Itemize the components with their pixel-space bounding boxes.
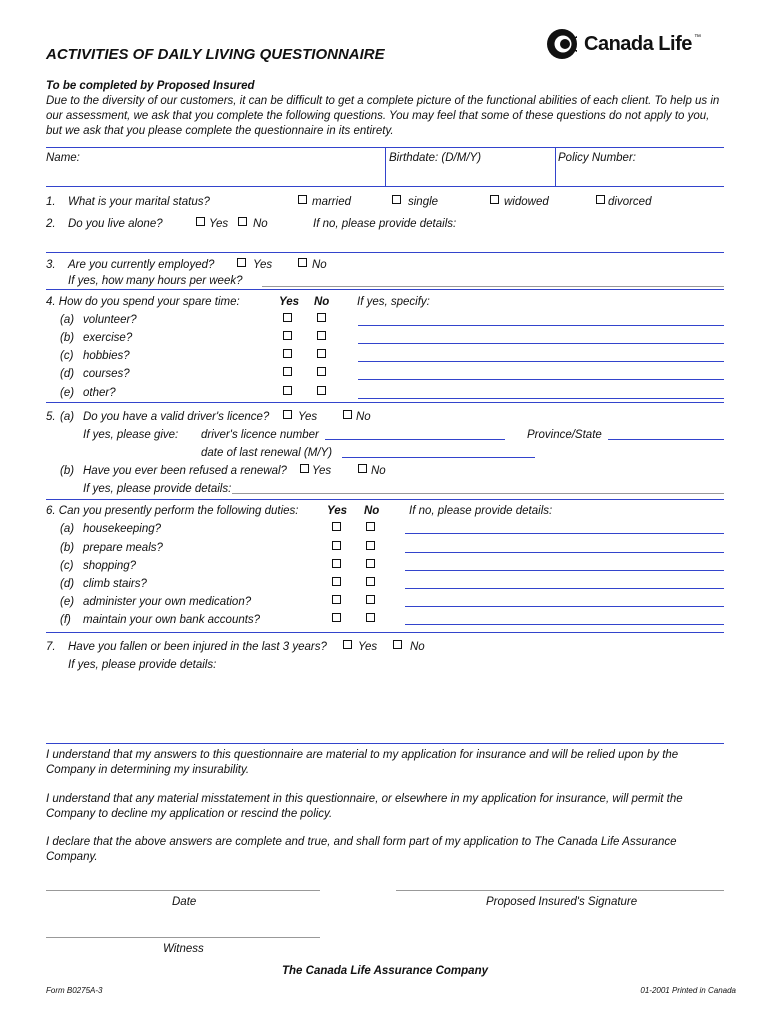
prepare-meals-no-checkbox[interactable] bbox=[366, 541, 375, 550]
item-label: hobbies? bbox=[83, 350, 130, 362]
rule bbox=[46, 402, 724, 403]
exercise-no-checkbox[interactable] bbox=[317, 331, 326, 340]
hobbies-yes-checkbox[interactable] bbox=[283, 349, 292, 358]
witness-label: Witness bbox=[163, 943, 204, 955]
yes-label: Yes bbox=[298, 411, 318, 423]
item-letter: (c) bbox=[60, 350, 74, 362]
climb-stairs-no-checkbox[interactable] bbox=[366, 577, 375, 586]
rule bbox=[46, 186, 724, 187]
single-checkbox[interactable] bbox=[392, 195, 401, 204]
shopping-details-field[interactable] bbox=[405, 570, 724, 571]
q5b-details-field[interactable] bbox=[232, 493, 724, 494]
item-label: other? bbox=[83, 387, 116, 399]
widowed-label: widowed bbox=[504, 196, 549, 208]
name-field[interactable] bbox=[110, 150, 382, 182]
q5-number: 5. bbox=[46, 411, 56, 423]
declaration-materiality: I understand that my answers to this questionnaire are material to my application for insurance and will be relied upon by the Company in determining my insurability. bbox=[46, 749, 679, 776]
witness-field[interactable] bbox=[46, 937, 320, 938]
bank-accounts-yes-checkbox[interactable] bbox=[332, 613, 341, 622]
company-name: The Canada Life Assurance Company bbox=[282, 965, 488, 977]
shopping-no-checkbox[interactable] bbox=[366, 559, 375, 568]
canada-life-emblem-icon bbox=[546, 28, 578, 60]
specify-header: If yes, specify: bbox=[357, 296, 430, 308]
single-label: single bbox=[408, 196, 439, 208]
policy-number-label: Policy Number: bbox=[558, 152, 636, 164]
q6-text: 6. Can you presently perform the following duties: bbox=[46, 505, 299, 517]
q5a-letter: (a) bbox=[60, 411, 75, 423]
item-label: climb stairs? bbox=[83, 578, 147, 590]
married-checkbox[interactable] bbox=[298, 195, 307, 204]
licence-no-checkbox[interactable] bbox=[343, 410, 352, 419]
rule bbox=[46, 499, 724, 500]
q4-text: 4. How do you spend your spare time: bbox=[46, 296, 240, 308]
date-field[interactable] bbox=[46, 890, 320, 891]
intro-text: Due to the diversity of our customers, it can be difficult to get a complete picture of the functional abilities of each client. To help us in our assessment, we ask that you complete the following questions. You may feel that some of these questions do not apply to you, but we ask that you please complete the questionnaire in its entirety. bbox=[46, 95, 720, 137]
date-label: Date bbox=[172, 896, 197, 908]
yes-label: Yes bbox=[253, 259, 273, 271]
rule bbox=[46, 289, 724, 290]
medication-yes-checkbox[interactable] bbox=[332, 595, 341, 604]
yes-header: Yes bbox=[327, 505, 348, 517]
page-title: ACTIVITIES OF DAILY LIVING QUESTIONNAIRE bbox=[46, 46, 385, 63]
refused-yes-checkbox[interactable] bbox=[300, 464, 309, 473]
q5b-details-label: If yes, please provide details: bbox=[83, 483, 232, 495]
licence-number-label: driver's licence number bbox=[201, 429, 319, 441]
item-letter: (f) bbox=[60, 614, 71, 626]
live-alone-yes-checkbox[interactable] bbox=[196, 217, 205, 226]
name-label: Name: bbox=[46, 152, 80, 164]
no-label: No bbox=[356, 411, 371, 423]
q1-text: What is your marital status? bbox=[68, 196, 210, 208]
divorced-label: divorced bbox=[608, 196, 652, 208]
renewal-date-label: date of last renewal (M/Y) bbox=[201, 447, 333, 459]
item-letter: (d) bbox=[60, 368, 75, 380]
shopping-yes-checkbox[interactable] bbox=[332, 559, 341, 568]
licence-number-field[interactable] bbox=[325, 439, 505, 440]
signature-field[interactable] bbox=[396, 890, 724, 891]
intro-heading: To be completed by Proposed Insured bbox=[46, 80, 255, 92]
item-label: housekeeping? bbox=[83, 523, 162, 535]
widowed-checkbox[interactable] bbox=[490, 195, 499, 204]
courses-specify-field[interactable] bbox=[358, 379, 724, 380]
no-label: No bbox=[410, 641, 425, 653]
exercise-specify-field[interactable] bbox=[358, 343, 724, 344]
item-label: courses? bbox=[83, 368, 130, 380]
company-logo bbox=[546, 28, 736, 62]
climb-stairs-details-field[interactable] bbox=[405, 588, 724, 589]
q7-text: Have you fallen or been injured in the last 3 years? bbox=[68, 641, 327, 653]
item-label: shopping? bbox=[83, 560, 137, 572]
prepare-meals-details-field[interactable] bbox=[405, 552, 724, 553]
item-letter: (d) bbox=[60, 578, 75, 590]
employed-no-checkbox[interactable] bbox=[298, 258, 307, 267]
item-letter: (e) bbox=[60, 387, 75, 399]
courses-yes-checkbox[interactable] bbox=[283, 367, 292, 376]
q3-number: 3. bbox=[46, 259, 56, 271]
medication-no-checkbox[interactable] bbox=[366, 595, 375, 604]
hobbies-no-checkbox[interactable] bbox=[317, 349, 326, 358]
q2-text: Do you live alone? bbox=[68, 218, 163, 230]
licence-give-label: If yes, please give: bbox=[83, 429, 179, 441]
renewal-date-field[interactable] bbox=[342, 457, 535, 458]
q2-details-field[interactable] bbox=[462, 215, 724, 249]
item-label: administer your own medication? bbox=[83, 596, 252, 608]
q7-details-label: If yes, please provide details: bbox=[68, 659, 217, 671]
fallen-yes-checkbox[interactable] bbox=[343, 640, 352, 649]
no-header: No bbox=[364, 505, 380, 517]
province-field[interactable] bbox=[608, 439, 724, 440]
rule bbox=[46, 743, 724, 744]
q5b-letter: (b) bbox=[60, 465, 75, 477]
declaration-complete-true: I declare that the above answers are complete and true, and shall form part of my application to The Canada Life Assurance Company. bbox=[46, 836, 677, 863]
q6-details-header: If no, please provide details: bbox=[409, 505, 553, 517]
item-letter: (b) bbox=[60, 332, 75, 344]
courses-no-checkbox[interactable] bbox=[317, 367, 326, 376]
refused-no-checkbox[interactable] bbox=[358, 464, 367, 473]
volunteer-specify-field[interactable] bbox=[358, 325, 724, 326]
bank-accounts-no-checkbox[interactable] bbox=[366, 613, 375, 622]
q7-details-field[interactable] bbox=[68, 676, 724, 738]
divorced-checkbox[interactable] bbox=[596, 195, 605, 204]
housekeeping-yes-checkbox[interactable] bbox=[332, 522, 341, 531]
hobbies-specify-field[interactable] bbox=[358, 361, 724, 362]
birthdate-label: Birthdate: (D/M/Y) bbox=[389, 152, 482, 164]
volunteer-yes-checkbox[interactable] bbox=[283, 313, 292, 322]
housekeeping-details-field[interactable] bbox=[405, 533, 724, 534]
hours-per-week-field[interactable] bbox=[262, 286, 724, 287]
prepare-meals-yes-checkbox[interactable] bbox=[332, 541, 341, 550]
other-no-checkbox[interactable] bbox=[317, 386, 326, 395]
no-label: No bbox=[253, 218, 268, 230]
yes-label: Yes bbox=[358, 641, 378, 653]
item-letter: (e) bbox=[60, 596, 75, 608]
employed-yes-checkbox[interactable] bbox=[237, 258, 246, 267]
print-info: 01-2001 Printed in Canada bbox=[640, 986, 736, 995]
q5b-text: Have you ever been refused a renewal? bbox=[83, 465, 287, 477]
q5a-text: Do you have a valid driver's licence? bbox=[83, 411, 270, 423]
divider bbox=[555, 148, 556, 186]
q1-number: 1. bbox=[46, 196, 56, 208]
divider bbox=[385, 148, 386, 186]
q3-sub-label: If yes, how many hours per week? bbox=[68, 275, 243, 287]
policy-number-field[interactable] bbox=[558, 166, 722, 184]
yes-label: Yes bbox=[209, 218, 229, 230]
no-label: No bbox=[371, 465, 386, 477]
logo-trademark: ™ bbox=[694, 34, 701, 41]
q2-details-label: If no, please provide details: bbox=[313, 218, 457, 230]
form-number: Form B0275A-3 bbox=[46, 986, 103, 995]
housekeeping-no-checkbox[interactable] bbox=[366, 522, 375, 531]
no-label: No bbox=[312, 259, 327, 271]
item-label: exercise? bbox=[83, 332, 133, 344]
signature-label: Proposed Insured's Signature bbox=[486, 896, 638, 908]
licence-yes-checkbox[interactable] bbox=[283, 410, 292, 419]
q3-text: Are you currently employed? bbox=[68, 259, 215, 271]
item-label: maintain your own bank accounts? bbox=[83, 614, 261, 626]
item-letter: (a) bbox=[60, 523, 75, 535]
q7-number: 7. bbox=[46, 641, 56, 653]
no-header: No bbox=[314, 296, 330, 308]
rule bbox=[46, 632, 724, 633]
item-letter: (c) bbox=[60, 560, 74, 572]
live-alone-no-checkbox[interactable] bbox=[238, 217, 247, 226]
yes-label: Yes bbox=[312, 465, 332, 477]
declaration-misstatement: I understand that any material misstatement in this questionnaire, or elsewhere in my application for insurance, will permit the Company to decline my application or rescind the policy. bbox=[46, 793, 683, 820]
item-label: volunteer? bbox=[83, 314, 137, 326]
item-letter: (b) bbox=[60, 542, 75, 554]
exercise-yes-checkbox[interactable] bbox=[283, 331, 292, 340]
medication-details-field[interactable] bbox=[405, 606, 724, 607]
other-specify-field[interactable] bbox=[358, 398, 724, 399]
logo-text: Canada Life bbox=[584, 33, 692, 55]
birthdate-field[interactable] bbox=[389, 166, 551, 184]
married-label: married bbox=[312, 196, 351, 208]
climb-stairs-yes-checkbox[interactable] bbox=[332, 577, 341, 586]
volunteer-no-checkbox[interactable] bbox=[317, 313, 326, 322]
province-label: Province/State bbox=[527, 429, 602, 441]
other-yes-checkbox[interactable] bbox=[283, 386, 292, 395]
yes-header: Yes bbox=[279, 296, 300, 308]
q2-number: 2. bbox=[46, 218, 56, 230]
bank-accounts-details-field[interactable] bbox=[405, 624, 724, 625]
fallen-no-checkbox[interactable] bbox=[393, 640, 402, 649]
item-label: prepare meals? bbox=[83, 542, 163, 554]
item-letter: (a) bbox=[60, 314, 75, 326]
rule bbox=[46, 252, 724, 253]
